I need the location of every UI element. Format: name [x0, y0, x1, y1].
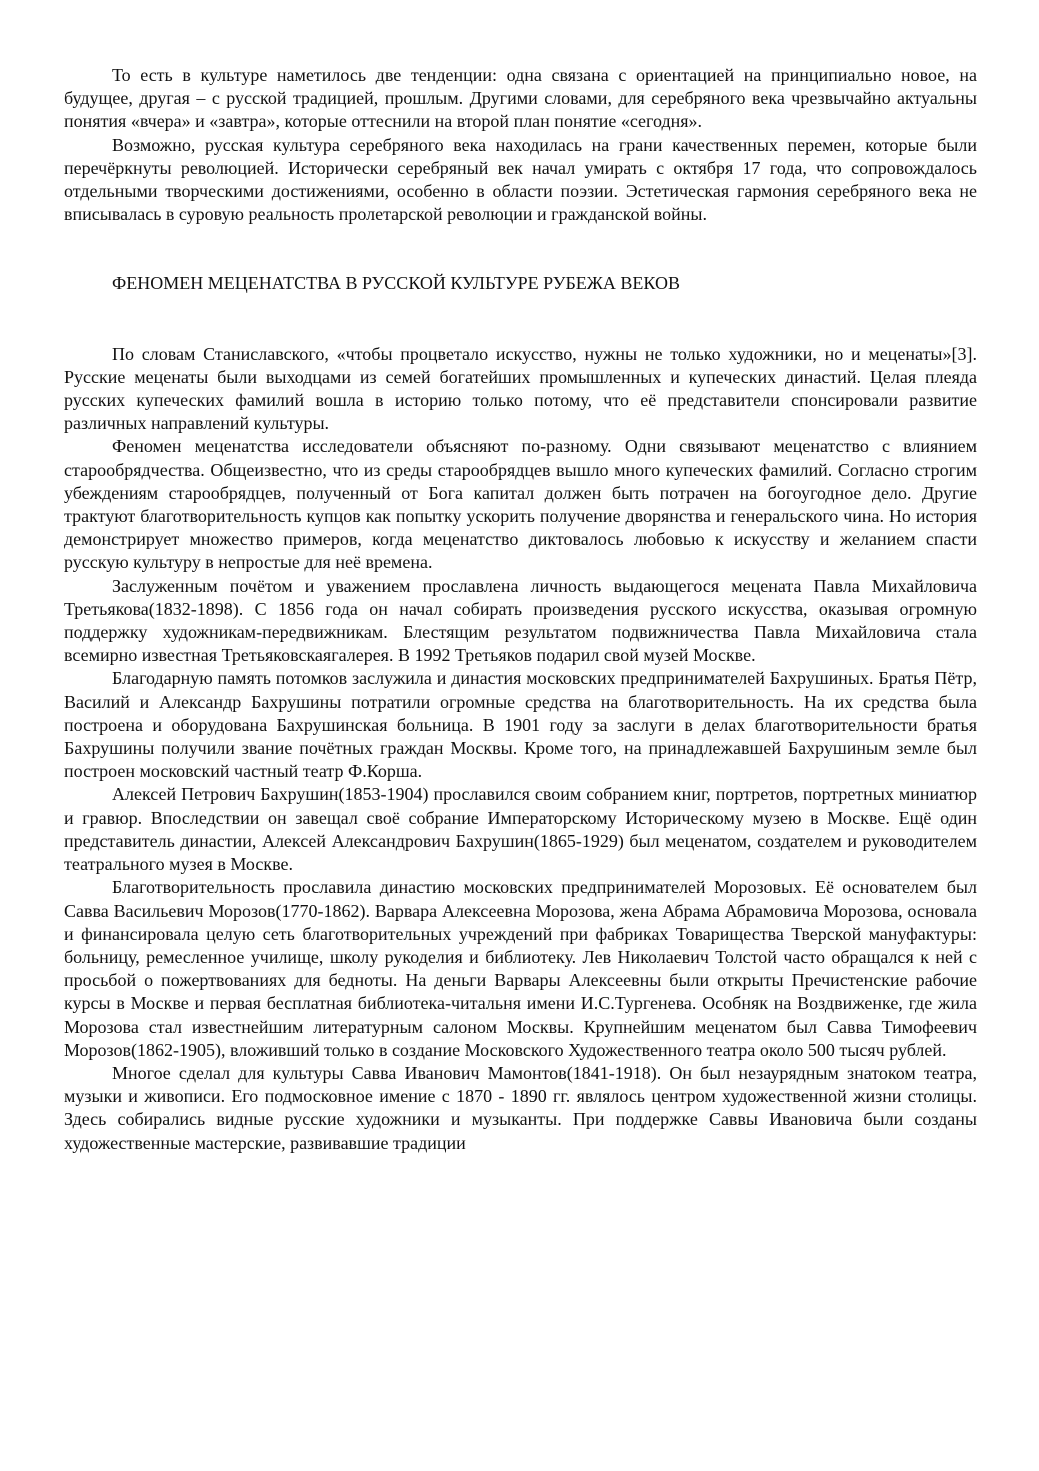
section-heading: ФЕНОМЕН МЕЦЕНАТСТВА В РУССКОЙ КУЛЬТУРЕ РУБЕЖА ВЕКОВ — [112, 273, 680, 294]
paragraph: Феномен меценатства исследователи объясняют по-разному. Одни связывают меценатство с влиянием старообрядчества. Общеизвестно, что из среды старообрядцев вышло много купеческих фамилий. Согласно строгим убеждениям старообрядцев, полученный от Бога капитал должен быть потрачен на богоугодное дело. Другие трактуют благотворительность купцов как попытку ускорить получение дворянства и генеральского чина. Но история демонстрирует множество примеров, когда меценатство диктовалось любовью к искусству и желанием спасти русскую культуру в непростые для неё времена. — [64, 436, 977, 573]
paragraph: То есть в культуре наметилось две тенденции: одна связана с ориентацией на принципиально новое, на будущее, другая – с русской традицией, прошлым. Другими словами, для серебряного века чрезвычайно актуальны понятия «вчера» и «завтра», которые оттеснили на второй план понятие «сегодня». — [64, 65, 977, 132]
document-page — [64, 64, 977, 1155]
paragraph-truncated: Многое сделал для культуры Савва Иванович Мамонтов(1841-1918). Он был незаурядным знатоком театра, музыки и живописи. Его подмосковное имение с 1870 - 1890 гг. являлось центром художественной жизни столицы. Здесь собирались видные русские художники и музыканты. При поддержке Саввы Ивановича были созданы художественные мастерские, развивавшие традиции — [64, 1062, 977, 1153]
spacer — [64, 226, 977, 272]
spacer — [64, 296, 977, 343]
paragraph: Благотворительность прославила династию московских предпринимателей Морозовых. Её основателем был Савва Васильевич Морозов(1770-1862). Варвара Алексеевна Морозова, жена Абрама Абрамовича Морозова, основала и финансировала целую сеть благотворительных учреждений при фабриках Товарищества Тверской мануфактуры: больницу, ремесленное училище, школу рукоделия и библиотеку. Лев Николаевич Толстой часто обращался к ней с просьбой о пожертвованиях для бедноты. На деньги Варвары Алексеевны были открыты Пречистенские рабочие курсы в Москве и первая бесплатная библиотека-читальня имени И.С.Тургенева. Особняк на Воздвиженке, где жила Морозова стал известнейшим литературным салоном Москвы. Крупнейшим меценатом был Савва Тимофеевич Морозов(1862-1905), вложивший только в создание Московского Художественного театра около 500 тысяч рублей. — [64, 877, 977, 1060]
paragraph: По словам Станиславского, «чтобы процветало искусство, нужны не только художники, но и меценаты»[3]. Русские меценаты были выходцами из семей богатейших промышленных и купеческих династий. Целая плеяда русских купеческих фамилий вошла в историю только потому, что её представители спонсировали развитие различных направлений культуры. — [64, 343, 977, 434]
paragraph: Заслуженным почётом и уважением прославлена личность выдающегося мецената Павла Михайловича Третьякова(1832-1898). С 1856 года он начал собирать произведения русского искусства, оказывая огромную поддержку художникам-передвижникам. Блестящим результатом подвижничества Павла Михайловича стала всемирно известная Третьяковскаягалерея. В 1992 Третьяков подарил свой музей Москве. — [64, 575, 977, 666]
paragraph: Благодарную память потомков заслужила и династия московских предпринимателей Бахрушиных. Братья Пётр, Василий и Александр Бахрушины потратили огромные средства на благотворительность. На их средства была построена и оборудована Бахрушинская больница. В 1901 году за заслуги в делах благотворительности братья Бахрушины получили звание почётных граждан Москвы. Кроме того, на принадлежавшей Бахрушиным земле был построен московский частный театр Ф.Корша. — [64, 668, 977, 782]
paragraph: Алексей Петрович Бахрушин(1853-1904) прославился своим собранием книг, портретов, портретных миниатюр и гравюр. Впоследствии он завещал своё собрание Императорскому Историческому музею в Москве. Ещё один представитель династии, Алексей Александрович Бахрушин(1865-1929) был меценатом, создателем и руководителем театрального музея в Москве. — [64, 784, 977, 875]
paragraph: Возможно, русская культура серебряного века находилась на грани качественных перемен, которые были перечёркнуты революцией. Исторически серебряный век начал умирать с октября 17 года, что сопровождалось отдельными творческими достижениями, особенно в области поэзии. Эстетическая гармония серебряного века не вписывалась в суровую реальность пролетарской революции и гражданской войны. — [64, 134, 977, 225]
